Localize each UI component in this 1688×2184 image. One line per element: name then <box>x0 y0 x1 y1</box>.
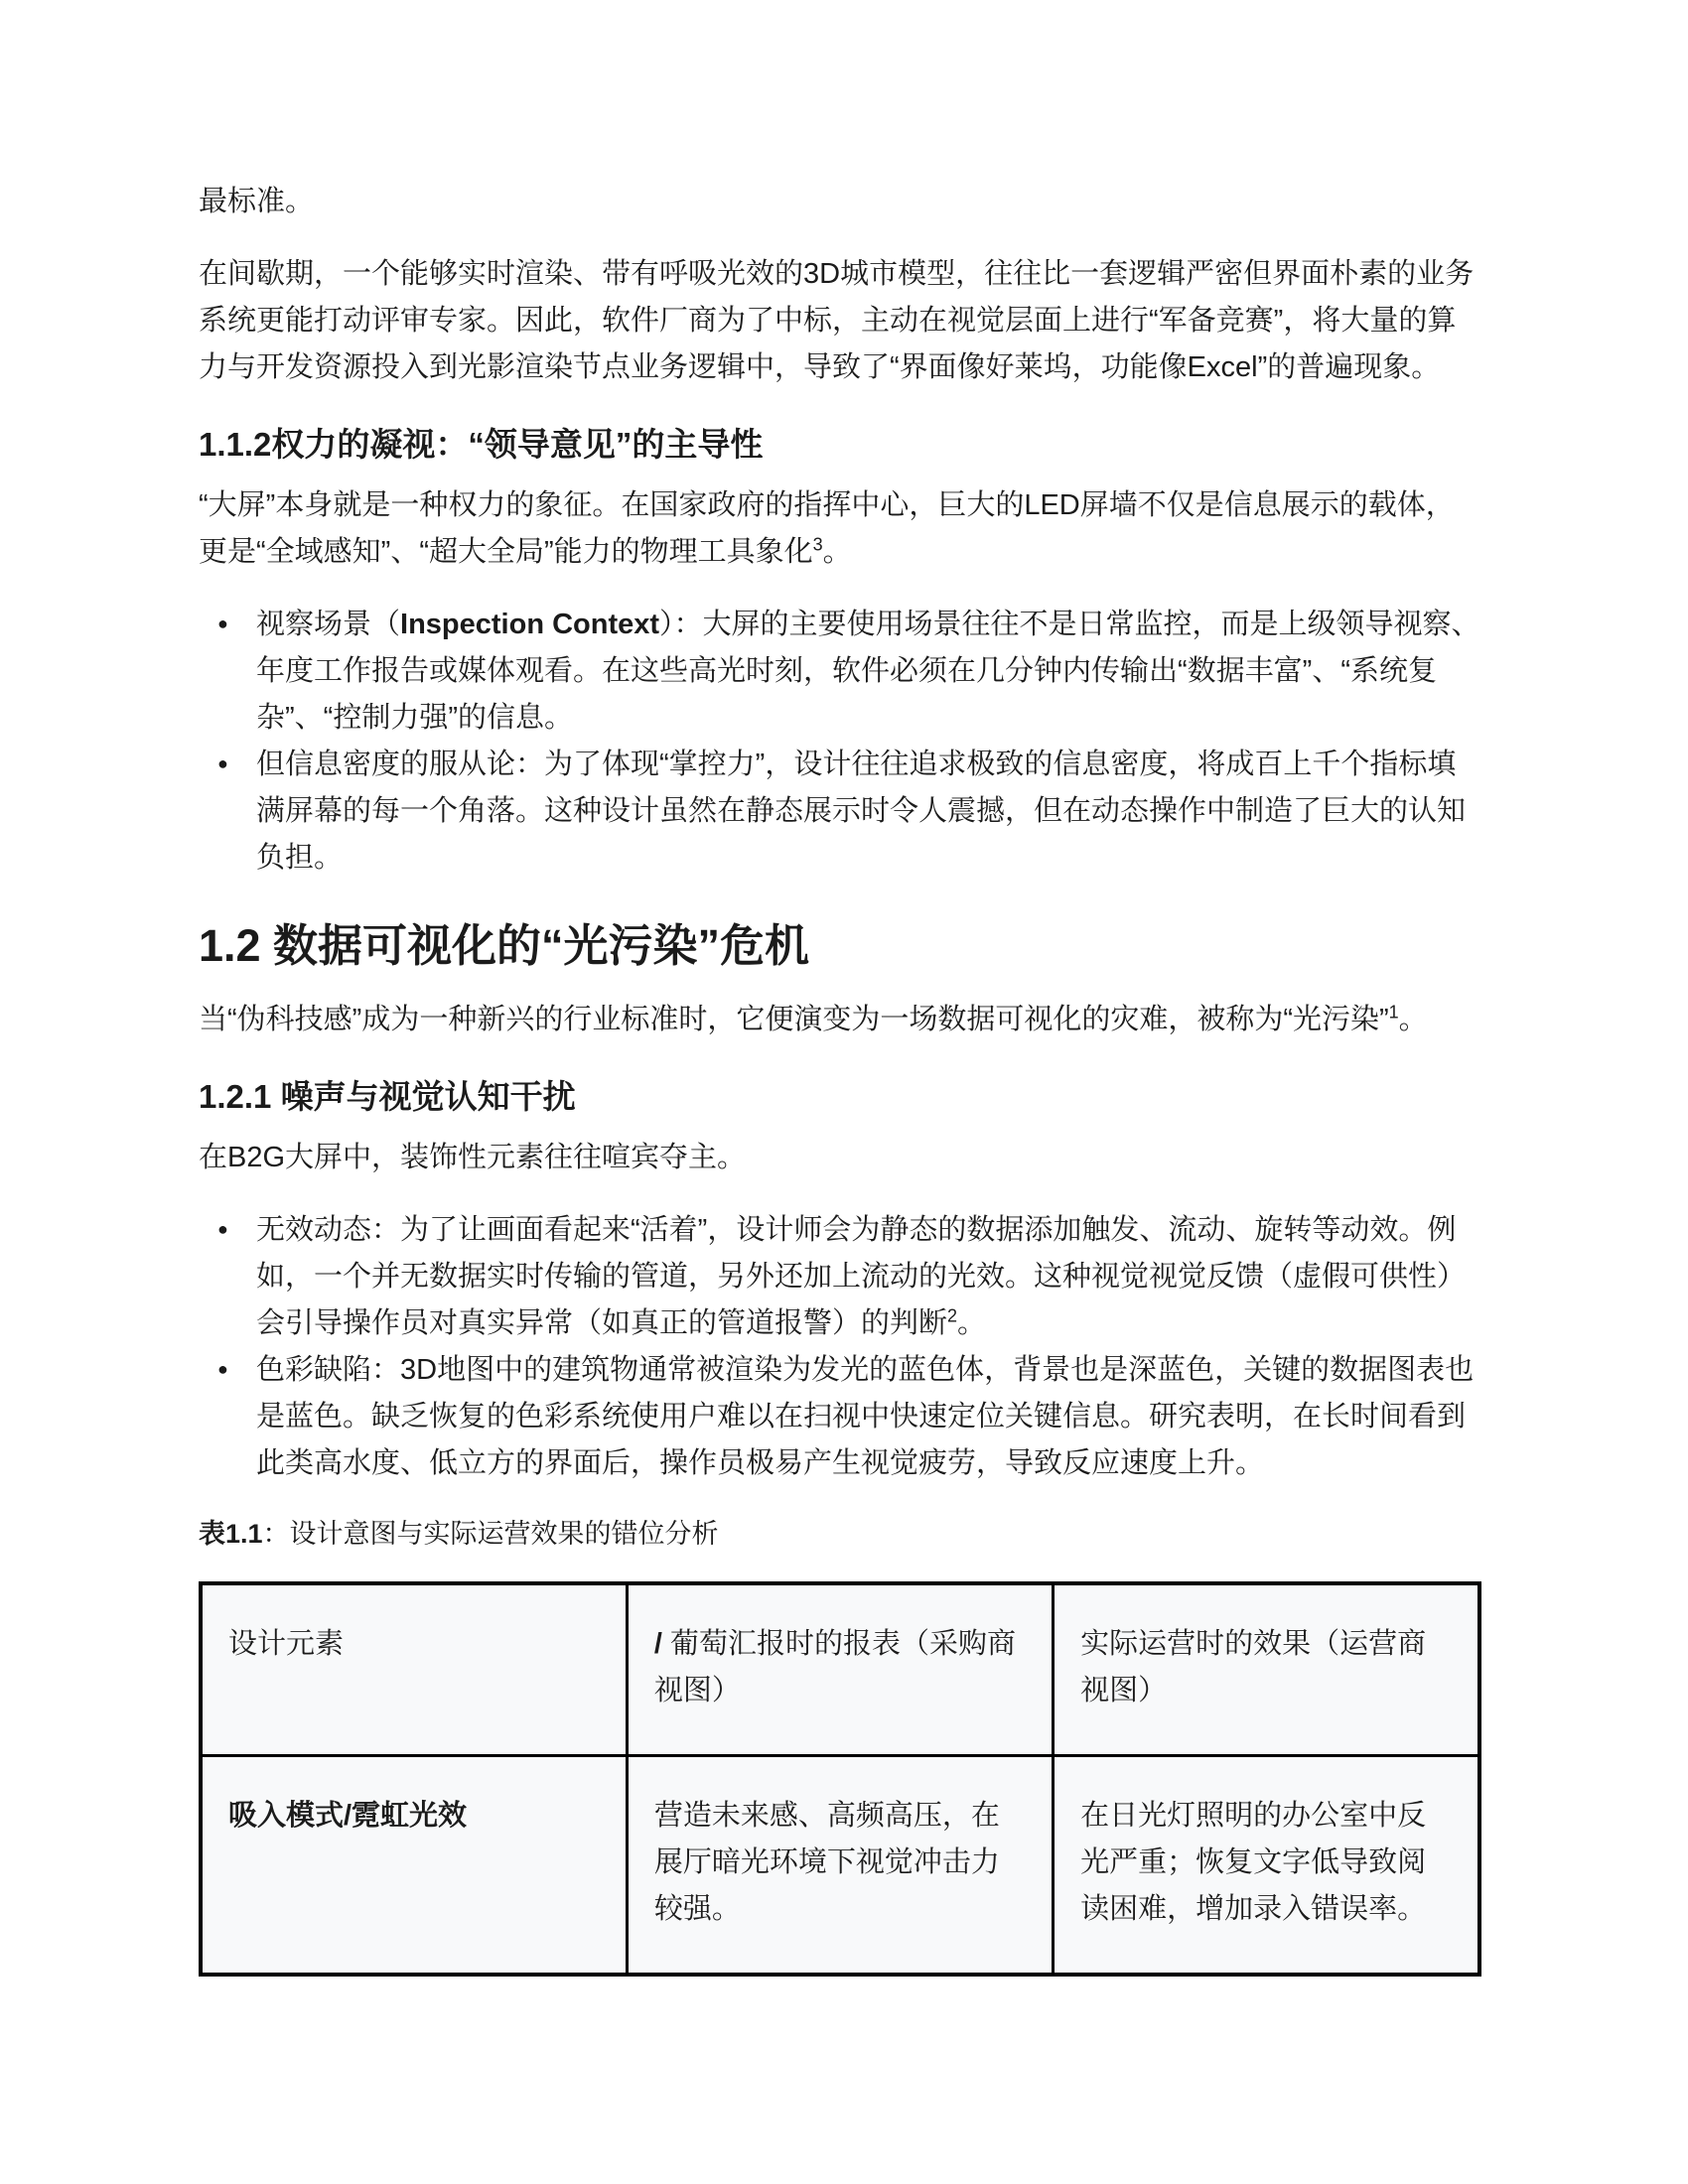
list-item-color-defect: ● 色彩缺陷：3D地图中的建筑物通常被渲染为发光的蓝色体，背景也是深蓝色，关键的数据图表也是蓝色。缺乏恢复的色彩系统使用户难以在扫视中快速定位关键信息。研究表明，在长时间看到此类高水度、低立方的界面后，操作员极易产生视觉疲劳，导致反应速度上升。 <box>256 1347 1481 1487</box>
table-header-row <box>201 1583 1479 1756</box>
list-item-information-density: ● 但信息密度的服从论：为了体现“掌控力”，设计往往追求极致的信息密度，将成百上千个指标填满屏幕的每一个角落。这种设计虽然在静态展示时令人震撼，但在动态操作中制造了巨大的认知负担。 <box>256 742 1481 882</box>
list-item-inspection-pre: 视察场景（ <box>256 609 401 640</box>
paragraph-power-symbol <box>199 482 1481 576</box>
heading-1-1-2: 1.1.2权力的凝视：“领导意见”的主导性 <box>199 426 764 463</box>
table-header-demo-report <box>627 1583 1053 1756</box>
list-item-inspection-term: Inspection Context <box>400 609 660 640</box>
heading-1-2-1: 1.2.1 噪声与视觉认知干扰 <box>199 1078 576 1115</box>
table-cell-demo-effect: 营造未来感、高频高压，在展厅暗光环境下视觉冲击力较强。 <box>627 1756 1053 1976</box>
table-header-design-element-title: 设计元素 <box>228 1628 345 1660</box>
footnote-ref-1: 1 <box>1388 1002 1399 1023</box>
list-item-inspection-post: ）：大屏的主要使用场景往往不是日常监控，而是上级领导视察、年度工作报告或媒体观看。在这些高光时刻，软件必须在几分钟内传输出“数据丰富”、“系统复杂”、“控制力强”的信息。 <box>256 609 1480 734</box>
paragraph-power-symbol-text: “大屏”本身就是一种权力的象征。在国家政府的指挥中心，巨大的LED屏墙不仅是信息展示的载体，更是“全域感知”、“超大全局”能力的物理工具象化 <box>199 489 1455 568</box>
comparison-table <box>199 1581 1481 1977</box>
table-caption-label: 表1.1 <box>199 1519 263 1549</box>
table-header-operation-effect <box>1054 1583 1479 1756</box>
table-header-operation-effect-title: 实际运营时的效果（运营商视图） <box>1080 1628 1427 1706</box>
paragraph-light-pollution-tail: 。 <box>1398 1004 1428 1035</box>
table-data-row <box>201 1756 1479 1976</box>
list-item-invalid-motion <box>256 1207 1481 1347</box>
paragraph-noise-intro: 在B2G大屏中，装饰性元素往往喧宾夺主。 <box>199 1142 747 1173</box>
table-header-design-element <box>201 1583 627 1756</box>
heading-1-2: 1.2 数据可视化的“光污染”危机 <box>199 920 810 971</box>
paragraph-arms-race: 在间歇期，一个能够实时渲染、带有呼吸光效的3D城市模型，往往比一套逻辑严密但界面朴素的业务系统更能打动评审专家。因此，软件厂商为了中标，主动在视觉层面上进行“军备竞赛”，将大量的算力与开发资源投入到光影渲染节点业务逻辑中，导致了“界面像好莱坞，功能像Excel”的普遍现象。 <box>199 258 1475 383</box>
table-cell-design-element: 吸入模式/霓虹光效 <box>201 1756 627 1976</box>
paragraph-light-pollution-text: 当“伪科技感”成为一种新兴的行业标准时，它便演变为一场数据可视化的灾难，被称为“光污染” <box>199 1004 1389 1035</box>
paragraph-power-symbol-tail: 。 <box>822 536 852 568</box>
list-item-inspection-context <box>256 602 1481 742</box>
table-header-demo-report-prefix: / <box>653 1628 662 1660</box>
bullet-list-noise <box>199 1207 1481 1487</box>
table-header-demo-report-title: 葡萄汇报时的报表（采购商视图） <box>653 1628 1016 1706</box>
bullet-list-power-gaze <box>199 602 1481 882</box>
table-cell-operation-effect: 在日光灯照明的办公室中反光严重；恢复文字低导致阅读困难，增加录入错误率。 <box>1054 1756 1479 1976</box>
footnote-ref-2: 2 <box>947 1305 958 1326</box>
table-caption-text: ：设计意图与实际运营效果的错位分析 <box>262 1519 719 1549</box>
paragraph-light-pollution <box>199 997 1481 1043</box>
table-caption <box>199 1517 1481 1552</box>
footnote-ref-3: 3 <box>812 534 823 555</box>
list-item-invalid-motion-text: 无效动态：为了让画面看起来“活着”，设计师会为静态的数据添加触发、流动、旋转等动效。例如，一个并无数据实时传输的管道，另外还加上流动的光效。这种视觉视觉反馈（虚假可供性）会引导操作员对真实异常（如真正的管道报警）的判断 <box>256 1214 1467 1339</box>
list-item-invalid-motion-tail: 。 <box>957 1307 987 1339</box>
paragraph-fragment: 最标准。 <box>199 186 315 217</box>
